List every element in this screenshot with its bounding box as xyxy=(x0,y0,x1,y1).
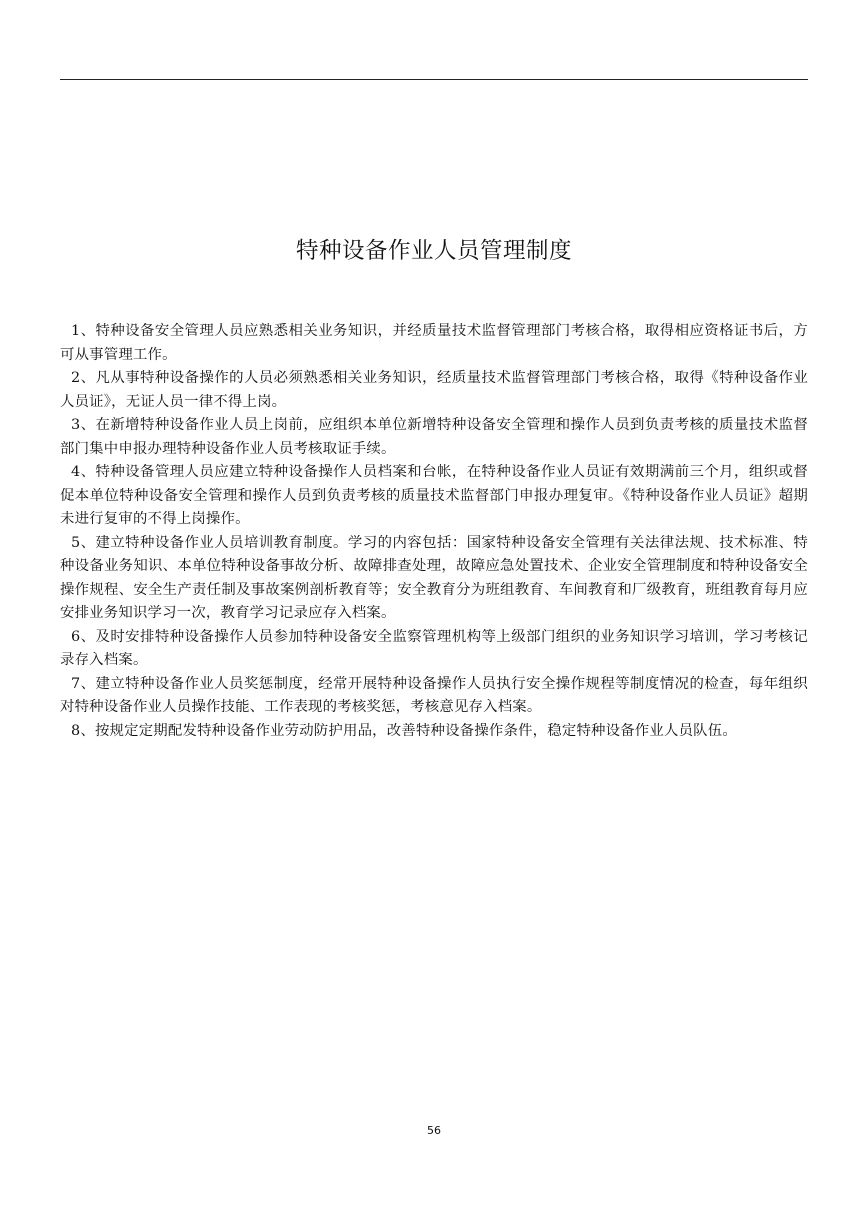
header-rule xyxy=(60,79,808,80)
document-title: 特种设备作业人员管理制度 xyxy=(295,238,572,264)
paragraph-8: 8、按规定定期配发特种设备作业劳动防护用品，改善特种设备操作条件，稳定特种设备作业人员队伍。 xyxy=(71,722,737,739)
paragraph-6: 6、及时安排特种设备操作人员参加特种设备安全监察管理机构等上级部门组织的业务知识学习培训，学习考核记录存入档案。 xyxy=(60,628,808,668)
paragraph-7: 7、建立特种设备作业人员奖惩制度，经常开展特种设备操作人员执行安全操作规程等制度情况的检查，每年组织对特种设备作业人员操作技能、工作表现的考核奖惩，考核意见存入档案。 xyxy=(60,675,808,715)
document-body xyxy=(60,320,808,743)
page-number: 56 xyxy=(427,1124,441,1137)
paragraph-3: 3、在新增特种设备作业人员上岗前，应组织本单位新增特种设备安全管理和操作人员到负责考核的质量技术监督部门集中申报办理特种设备作业人员考核取证手续。 xyxy=(60,417,808,457)
paragraph-1: 1、特种设备安全管理人员应熟悉相关业务知识，并经质量技术监督管理部门考核合格，取得相应资格证书后，方可从事管理工作。 xyxy=(60,323,808,363)
paragraph-5: 5、建立特种设备作业人员培训教育制度。学习的内容包括：国家特种设备安全管理有关法律法规、技术标准、特种设备业务知识、本单位特种设备事故分析、故障排查处理，故障应急处置技术、企业安全管理制度和特种设备安全操作规程、安全生产责任制及事故案例剖析教育等；安全教育分为班组教育、车间教育和厂级教育，班组教育每月应安排业务知识学习一次，教育学习记录应存入档案。 xyxy=(60,534,808,621)
paragraph-2: 2、凡从事特种设备操作的人员必须熟悉相关业务知识，经质量技术监督管理部门考核合格，取得《特种设备作业人员证》，无证人员一律不得上岗。 xyxy=(60,370,808,410)
paragraph-4: 4、特种设备管理人员应建立特种设备操作人员档案和台帐，在特种设备作业人员证有效期满前三个月，组织或督促本单位特种设备安全管理和操作人员到负责考核的质量技术监督部门申报办理复审。《特种设备作业人员证》超期未进行复审的不得上岗操作。 xyxy=(60,464,808,527)
